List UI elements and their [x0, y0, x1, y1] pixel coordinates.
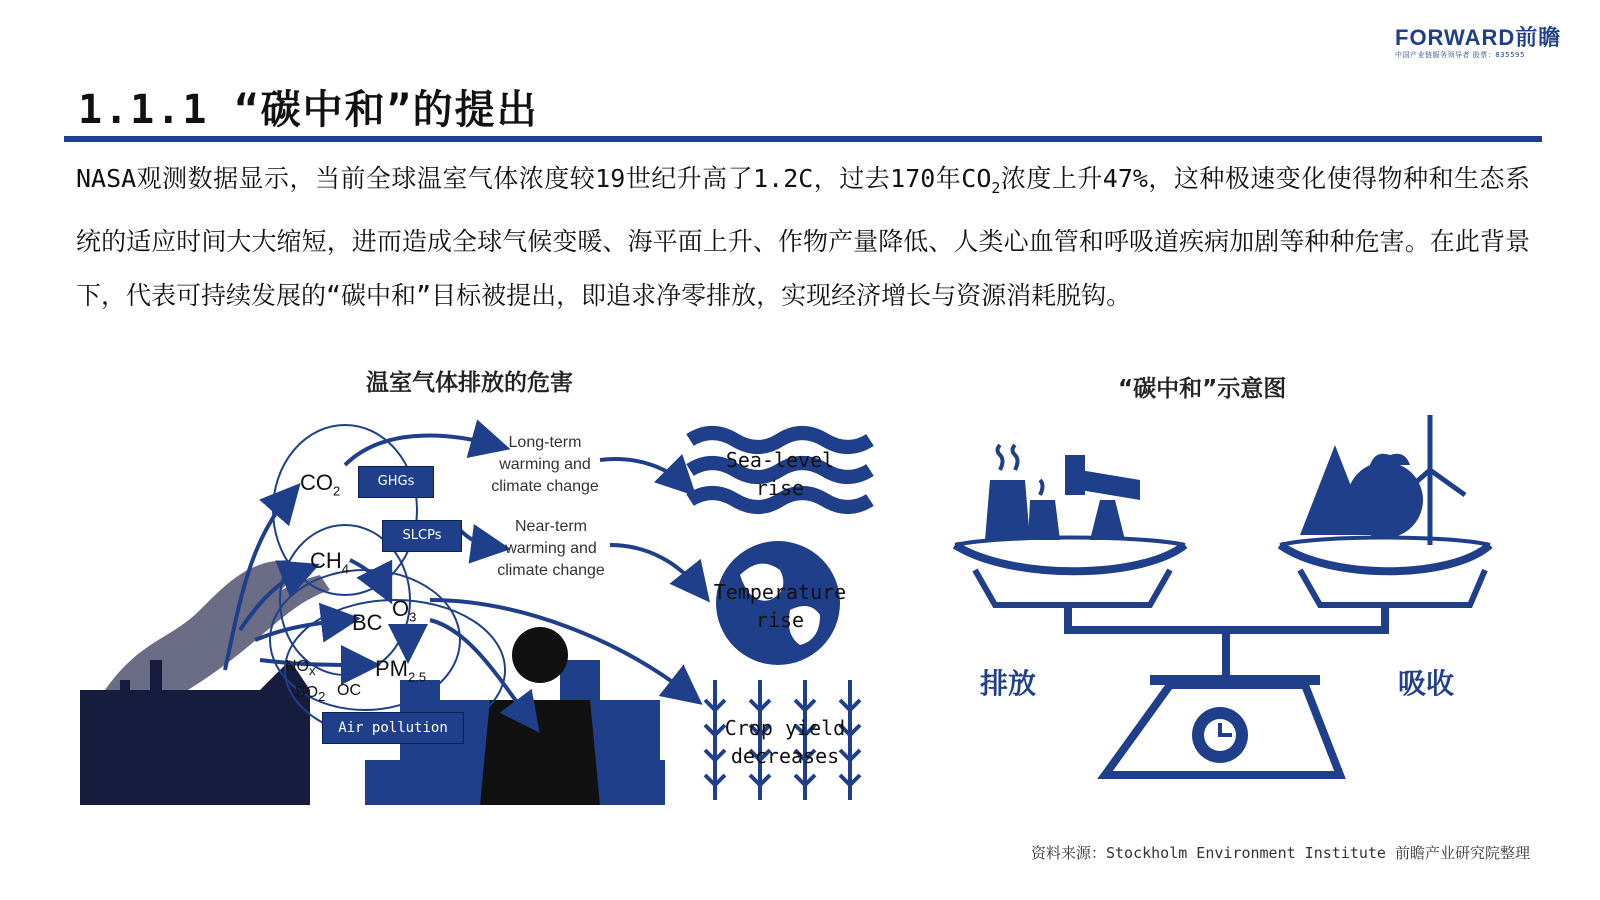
slcps-box: SLCPs: [382, 520, 462, 552]
ch4-label: $CH_4$: [310, 548, 350, 577]
long-term-label: Long-term warming and climate change: [491, 434, 599, 495]
air-pollution-box: Air pollution: [322, 712, 464, 744]
source-note: 资料来源：Stockholm Environment Institute 前瞻产业研究院整理: [1031, 844, 1530, 862]
logo-tagline: 中国产业链服务领导者 股票：835595: [1395, 51, 1525, 59]
oil-pump-icon: [1065, 455, 1140, 540]
body-text-part2: 浓度上升47%，这种极速变化使得物种和生态系统的适应时间大大缩短，进而造成全球气候变暖、海平面上升、作物产量降低、人类心血管和呼吸道疾病加剧等种种危害。在此背景下，代表可持续发展的“碳中和”目标被提出，即追求净零排放，实现经济增长与资源消耗脱钩。: [76, 164, 1531, 310]
bc-label: BC: [352, 610, 383, 635]
body-text-part1: NASA观测数据显示，当前全球温室气体浓度较19世纪升高了1.2C，过去170年CO: [76, 164, 992, 193]
power-plant-icon: [985, 445, 1060, 540]
sea-level-label: Sea-level rise: [725, 448, 835, 500]
so2-label: $SO_2$: [295, 684, 326, 705]
co2-label: $CO_2$: [300, 470, 341, 499]
oc-label: OC: [337, 682, 361, 699]
near-term-label: Near-term warming and climate change: [497, 518, 605, 579]
nox-label: $NO_x$: [285, 658, 316, 679]
temperature-label: Temperature rise: [713, 580, 847, 632]
emission-label: 排放: [980, 667, 1037, 700]
page-title: 1.1.1 “碳中和”的提出: [78, 87, 539, 133]
clock-icon: [1192, 707, 1248, 763]
logo-text: FORWARD前瞻: [1395, 25, 1562, 50]
o3-label: $O_3$: [392, 596, 417, 625]
crop-yield-label: Crop yield decreases: [724, 716, 846, 768]
pm25-label: $PM_{2.5}$: [375, 656, 427, 685]
ghgs-box: GHGs: [358, 466, 434, 498]
right-figure-title: “碳中和”示意图: [1118, 376, 1287, 402]
left-figure-title: 温室气体排放的危害: [366, 370, 573, 396]
person-silhouette: [480, 627, 600, 805]
body-subscript: 2: [991, 179, 1001, 197]
absorption-label: 吸收: [1398, 667, 1455, 700]
